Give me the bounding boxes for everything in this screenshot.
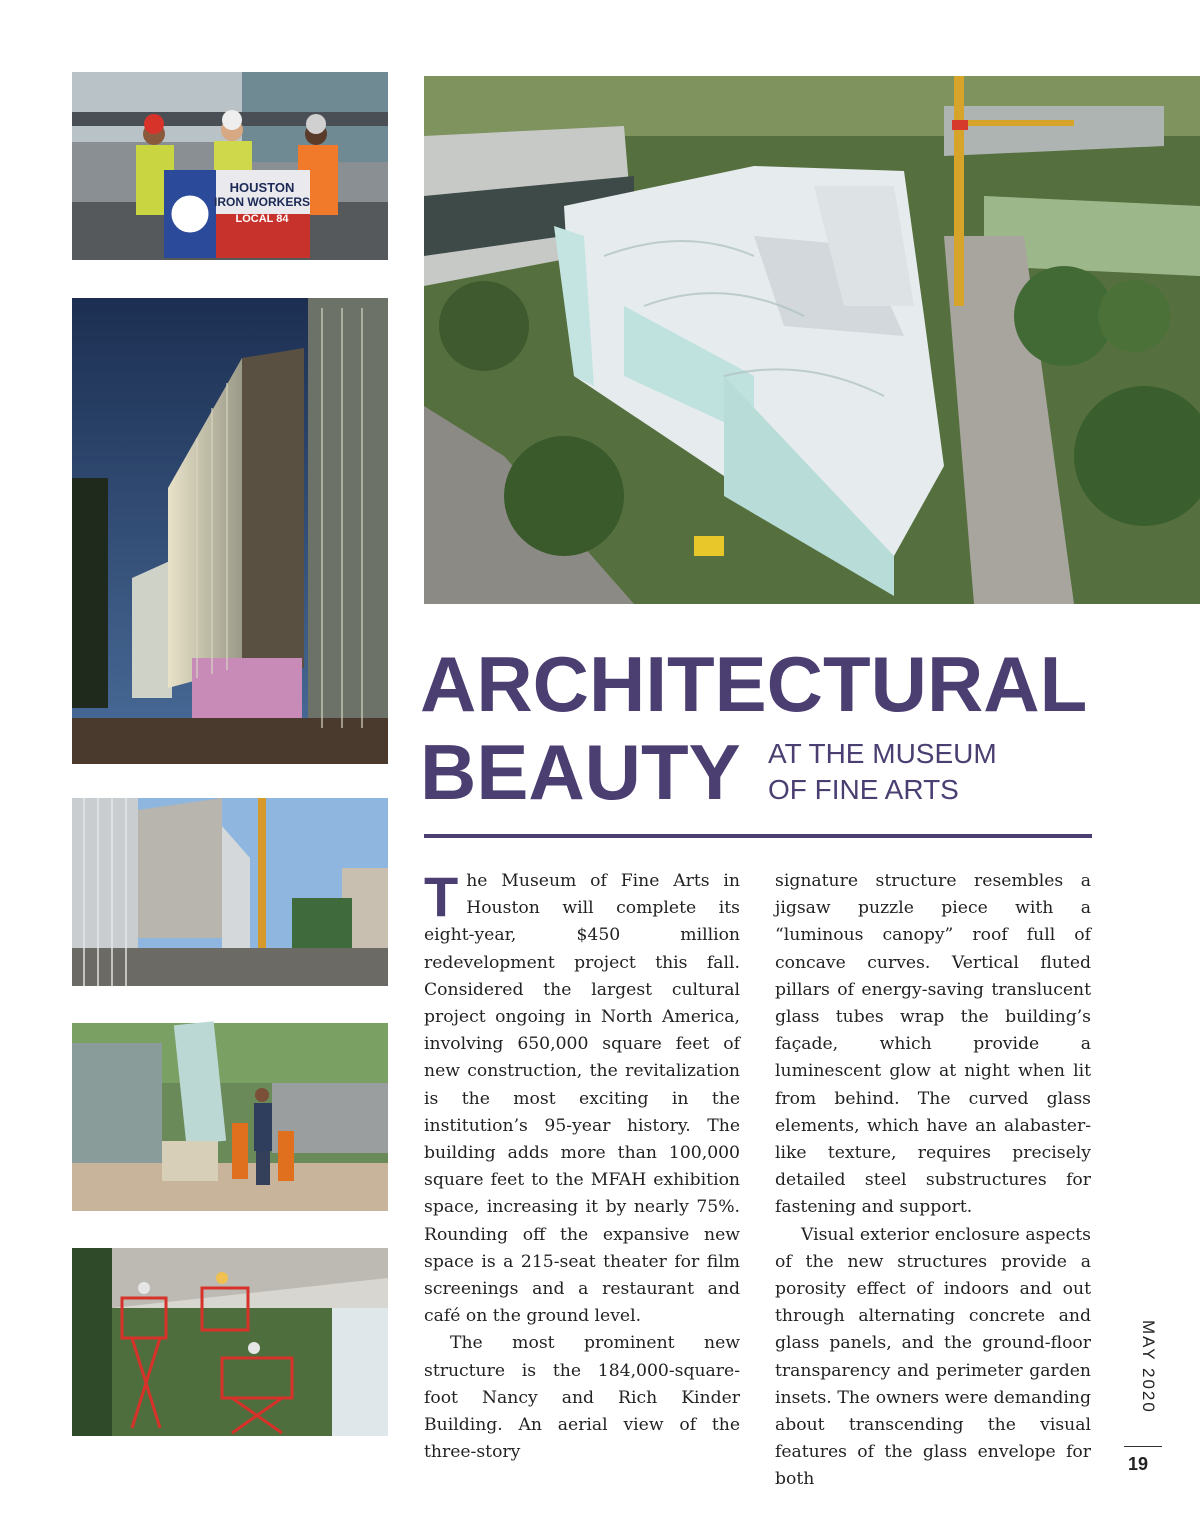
article-title-line-1: ARCHITECTURAL [420, 640, 1088, 728]
paragraph-3: signature structure resembles a jigsaw puzzle piece with a “luminous canopy” roof full of concave curves. Vertical fluted pillars of energy-saving translucent glass tubes wrap the building’s façade, which provide a luminescent glow at night when lit from behind. The curved glass elements, which have an alabaster-like texture, requires precisely detailed steel substructures for fastening and support. [775, 871, 1091, 1218]
folio-divider [1124, 1446, 1162, 1447]
drop-cap: T [424, 865, 459, 928]
issue-date: MAY 2020 [1139, 1320, 1158, 1414]
paragraph-2: The most prominent new structure is the 184,000-square-foot Nancy and Rich Kinder Building. An aerial view of the three-story [424, 1333, 740, 1463]
banner-line-2: IRON WORKERS [214, 195, 310, 209]
photo-aerial-museum [424, 76, 1200, 604]
article-title-line-2: BEAUTY [420, 728, 741, 816]
photo-workers-on-lifts [72, 1248, 388, 1436]
paragraph-1-text: he Museum of Fine Arts in Houston will complete its eight-year, $450 million redevelopment project this fall. Considered the largest cultural project ongoing in North America, involving 650,000 square feet of new construction, the revitalization is the most exciting in the institution’s 95-year history. The building adds more than 100,000 square feet to the MFAH exhibition space, increasing it by nearly 75%. Rounding off the expansive new space is a 215-seat theater for film screenings and a restaurant and café on the ground level. [424, 871, 740, 1327]
photo-site-worker [72, 1023, 388, 1211]
page-number: 19 [1128, 1454, 1149, 1474]
body-column-2 [775, 868, 1091, 1490]
paragraph-1 [424, 865, 740, 1330]
article-subtitle [768, 736, 1088, 808]
photo-day-facade-crane [72, 798, 388, 986]
banner-line-1: HOUSTON [229, 180, 295, 195]
body-column-1 [424, 865, 740, 1463]
photo-night-facade [72, 298, 388, 764]
title-divider [424, 834, 1092, 838]
banner-line-3: LOCAL 84 [235, 213, 289, 225]
photo-iron-workers [72, 72, 388, 260]
subtitle-line-1: AT THE MUSEUM [768, 738, 997, 769]
subtitle-line-2: OF FINE ARTS [768, 774, 959, 805]
paragraph-4: Visual exterior enclosure aspects of the new structures provide a porosity effect of indoors and out through alternating concrete and glass panels, and the ground-floor transparency and perimeter garden insets. The owners were demanding about transcending the visual features of the glass envelope for both [775, 1224, 1091, 1490]
